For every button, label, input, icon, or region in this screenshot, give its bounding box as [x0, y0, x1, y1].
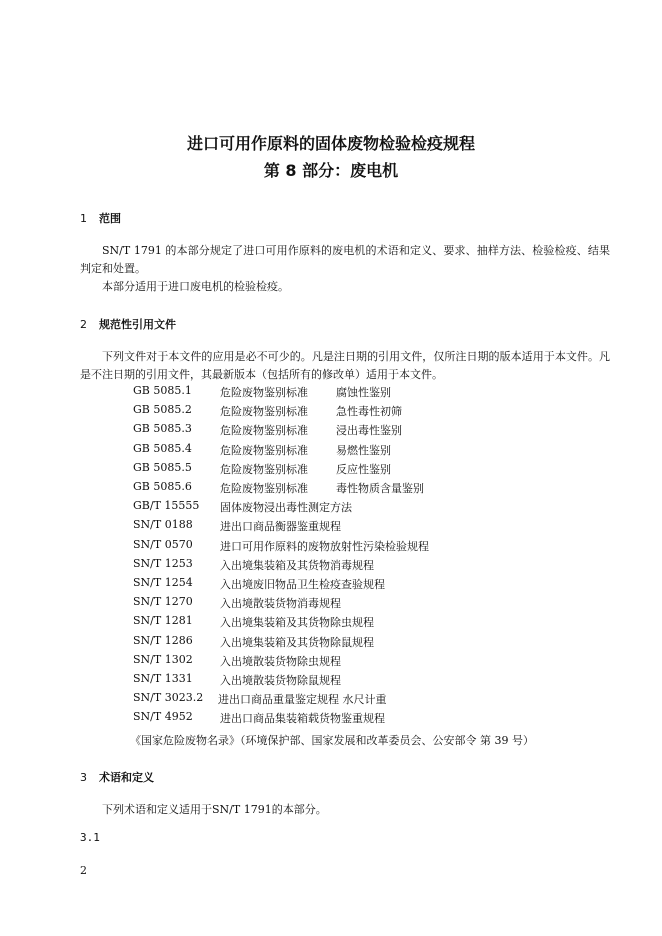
reference-item — [133, 518, 553, 534]
section-1-paragraph-1: SN/T 1791 的本部分规定了进口可用作原料的废电机的术语和定义、要求、抽样方法、检验检疫、结果判定和处置。 — [80, 244, 610, 275]
reference-item — [133, 653, 553, 669]
reference-item — [133, 595, 553, 611]
reference-title: 危险废物鉴别标准 — [220, 386, 308, 399]
reference-code: SN/T 0188 — [133, 518, 193, 532]
section-title: 范围 — [99, 212, 121, 225]
reference-item — [133, 461, 553, 477]
reference-code: GB 5085.2 — [133, 403, 192, 417]
reference-code: GB 5085.1 — [133, 384, 192, 397]
reference-subtitle: 腐蚀性鉴别 — [336, 386, 391, 399]
reference-code: SN/T 1281 — [133, 614, 193, 628]
reference-title: 固体废物浸出毒性测定方法 — [220, 501, 352, 515]
reference-subtitle: 易燃性鉴别 — [336, 443, 391, 457]
section-number: 3 — [80, 771, 87, 784]
reference-title: 入出境集装箱及其货物消毒规程 — [220, 558, 374, 572]
reference-title: 入出境散装货物除虫规程 — [220, 654, 341, 668]
subsection-number: 3.1 — [80, 831, 100, 844]
reference-subtitle: 急性毒性初筛 — [336, 405, 402, 419]
section-3-intro: 下列术语和定义适用于SN/T 1791的本部分。 — [102, 803, 327, 816]
page-number: 2 — [80, 864, 87, 877]
document-subtitle: 第 8 部分：废电机 — [263, 161, 399, 180]
document-title: 进口可用作原料的固体废物检验检疫规程 — [186, 134, 475, 153]
reference-item — [133, 614, 553, 630]
reference-item — [133, 672, 553, 688]
reference-item — [133, 403, 553, 419]
reference-title: 进出口商品重量鉴定规程 水尺计重 — [218, 693, 387, 707]
reference-title: 危险废物鉴别标准 — [220, 462, 308, 476]
reference-item — [133, 710, 553, 726]
reference-code: GB 5085.6 — [133, 480, 192, 493]
reference-item — [133, 634, 553, 650]
reference-code: SN/T 1253 — [133, 556, 193, 570]
reference-item — [133, 442, 553, 458]
reference-code: SN/T 3023.2 — [133, 691, 204, 705]
reference-title: 入出境废旧物品卫生检疫查验规程 — [220, 578, 385, 591]
reference-code: SN/T 4952 — [133, 710, 193, 724]
reference-title: 入出境散装货物除鼠规程 — [220, 674, 341, 687]
reference-item — [133, 480, 553, 496]
section-number: 1 — [80, 212, 87, 225]
reference-subtitle: 浸出毒性鉴别 — [336, 424, 402, 438]
reference-item — [133, 576, 553, 592]
reference-code: GB 5085.5 — [133, 460, 192, 474]
reference-title: 危险废物鉴别标准 — [220, 443, 308, 457]
reference-subtitle: 反应性鉴别 — [336, 462, 391, 476]
reference-code: GB/T 15555 — [133, 499, 200, 513]
section-1-heading — [80, 210, 121, 226]
section-1-paragraph-2: 本部分适用于进口废电机的检验检疫。 — [102, 280, 289, 293]
reference-title: 危险废物鉴别标准 — [220, 424, 308, 438]
reference-title: 入出境散装货物消毒规程 — [220, 597, 341, 611]
reference-code: SN/T 1286 — [133, 633, 193, 647]
reference-code: GB 5085.4 — [133, 441, 192, 455]
reference-code: SN/T 1302 — [133, 652, 193, 666]
section-number: 2 — [80, 318, 87, 331]
section-title: 术语和定义 — [99, 771, 154, 784]
reference-subtitle: 毒性物质含量鉴别 — [336, 482, 424, 495]
reference-code: GB 5085.3 — [133, 422, 192, 436]
reference-title: 危险废物鉴别标准 — [220, 405, 308, 419]
reference-title: 进出口商品衡器鉴重规程 — [220, 520, 341, 534]
reference-title: 进出口商品集装箱载货物鉴重规程 — [220, 712, 385, 726]
reference-item — [133, 557, 553, 573]
reference-code: SN/T 1254 — [133, 576, 193, 589]
catalog-reference: 《国家危险废物名录》（环境保护部、国家发展和改革委员会、公安部令 第 39 号） — [130, 734, 534, 747]
reference-item — [133, 691, 553, 707]
reference-code: SN/T 0570 — [133, 537, 193, 551]
section-title: 规范性引用文件 — [99, 318, 176, 331]
section-3-heading — [80, 769, 154, 785]
section-2-heading — [80, 316, 176, 332]
reference-code: SN/T 1331 — [133, 672, 193, 685]
reference-item — [133, 499, 553, 515]
reference-item — [133, 422, 553, 438]
reference-title: 进口可用作原料的废物放射性污染检验规程 — [220, 539, 429, 553]
reference-title: 危险废物鉴别标准 — [220, 482, 308, 495]
reference-code: SN/T 1270 — [133, 595, 193, 609]
section-2-intro: 下列文件对于本文件的应用是必不可少的。凡是注日期的引用文件，仅所注日期的版本适用于本文件。凡是不注日期的引用文件，其最新版本（包括所有的修改单）适用于本文件。 — [80, 350, 610, 381]
reference-title: 入出境集装箱及其货物除虫规程 — [220, 616, 374, 630]
reference-item — [133, 538, 553, 554]
reference-title: 入出境集装箱及其货物除鼠规程 — [220, 635, 374, 649]
reference-item — [133, 384, 553, 400]
